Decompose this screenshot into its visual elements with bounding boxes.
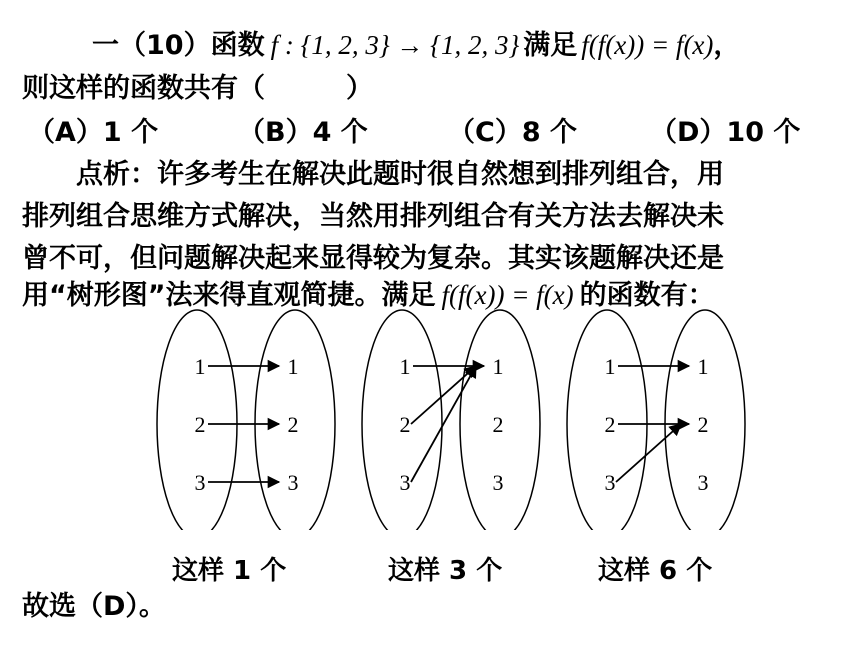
- arrow-2-to-1: [411, 366, 476, 424]
- domain-element-3: 3: [194, 470, 206, 495]
- function-definition: f : {1, 2, 3} → {1, 2, 3}: [270, 30, 520, 60]
- codomain-element-3: 3: [697, 470, 709, 495]
- codomain-element-2: 2: [492, 412, 504, 437]
- diagram-3-caption: 这样 6 个: [598, 556, 713, 586]
- condition-word: 满足: [523, 30, 578, 61]
- mapping-diagram-3: [567, 310, 745, 530]
- option-a: （A）1 个: [28, 117, 159, 148]
- diagram-1-caption: 这样 1 个: [172, 556, 287, 586]
- domain-element-2: 2: [604, 412, 616, 437]
- problem-prefix: 一（10）函数: [92, 30, 265, 61]
- option-c: （C）8 个: [448, 117, 578, 148]
- codomain-element-2: 2: [697, 412, 709, 437]
- answer-options: [28, 116, 848, 150]
- domain-element-3: 3: [399, 470, 411, 495]
- diagram-2-caption: 这样 3 个: [388, 556, 503, 586]
- codomain-element-1: 1: [492, 354, 504, 379]
- analysis-line-3: 曾不可，但问题解决起来显得较为复杂。其实该题解决还是: [22, 243, 724, 274]
- analysis-line-4-tail: 的函数有：: [579, 280, 715, 311]
- domain-element-1: 1: [194, 354, 206, 379]
- trailing-comma: ，: [713, 30, 741, 61]
- option-d: （D）10 个: [650, 117, 801, 148]
- codomain-element-1: 1: [697, 354, 709, 379]
- domain-element-1: 1: [604, 354, 616, 379]
- analysis-line-4-text: 用“树形图”法来得直观简捷。满足: [22, 280, 436, 311]
- domain-element-2: 2: [399, 412, 411, 437]
- domain-element-1: 1: [399, 354, 411, 379]
- analysis-condition: f(f(x)) = f(x): [441, 280, 574, 310]
- codomain-element-1: 1: [287, 354, 299, 379]
- analysis-line-1: 点析：许多考生在解决此题时很自然想到排列组合，用: [76, 159, 724, 190]
- problem-line-1: [92, 28, 740, 63]
- option-b: （B）4 个: [238, 117, 368, 148]
- function-condition: f(f(x)) = f(x): [581, 30, 714, 60]
- arrow-3-to-2: [616, 424, 681, 482]
- analysis-line-2: 排列组合思维方式解决，当然用排列组合有关方法去解决未: [22, 201, 724, 232]
- mapping-diagram-2: [362, 310, 540, 530]
- mapping-diagram-1: [157, 310, 335, 530]
- domain-element-3: 3: [604, 470, 616, 495]
- conclusion: 故选（D）。: [22, 591, 166, 622]
- arrow-3-to-1: [411, 366, 476, 482]
- codomain-element-2: 2: [287, 412, 299, 437]
- codomain-element-3: 3: [492, 470, 504, 495]
- mapping-diagrams: [0, 300, 860, 530]
- codomain-element-3: 3: [287, 470, 299, 495]
- domain-element-2: 2: [194, 412, 206, 437]
- problem-line-2: 则这样的函数共有（ ）: [22, 73, 373, 104]
